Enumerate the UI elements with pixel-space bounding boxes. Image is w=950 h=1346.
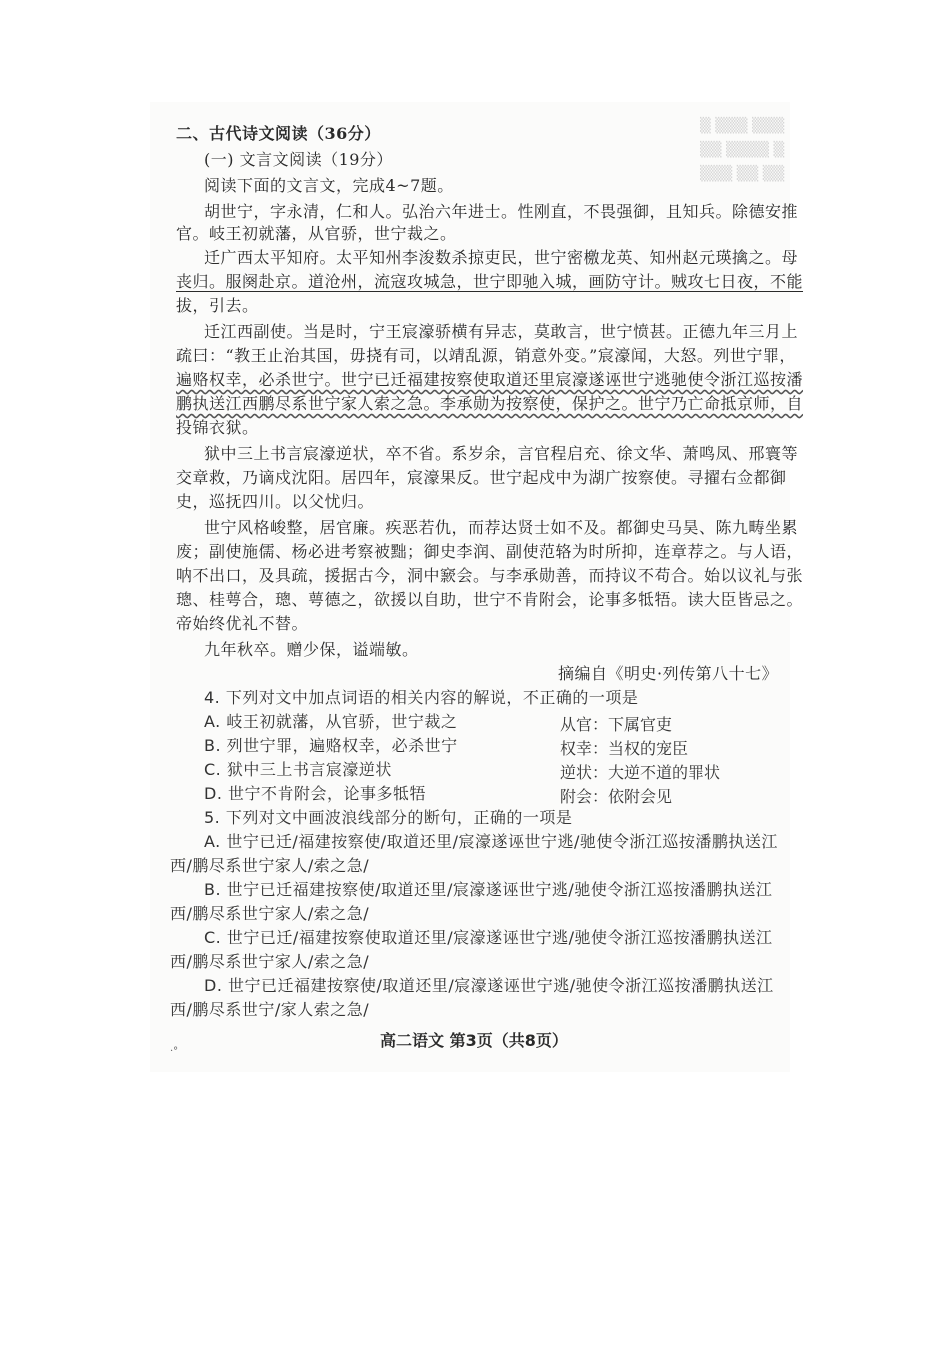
- question-4-gloss-d: 附会：依附会见: [560, 787, 673, 806]
- passage-line: 官。岐王初就藩，从官骄，世宁裁之。: [176, 224, 457, 243]
- passage-line: 史，巡抚四川。以父忧归。: [176, 492, 375, 511]
- section-title: 二、古代诗文阅读（36分）: [176, 124, 381, 143]
- passage-line: 投锦衣狱。: [176, 418, 259, 437]
- question-4-option-a: A. 岐王初就藩，从官骄，世宁裁之: [204, 712, 458, 731]
- question-4-option-b: B. 列世宁罪，遍赂权幸，必杀世宁: [204, 736, 458, 755]
- question-5-option-a: A. 世宁已迁/福建按察使/取道还里/宸濠遂诬世宁逃/驰使令浙江巡按潘鹏执送江: [204, 832, 778, 851]
- question-5-stem: 5. 下列对文中画波浪线部分的断句，正确的一项是: [204, 808, 573, 827]
- passage-line-wavy: 鹏执送江西鹏尽系世宁家人索之急。李承勋为按察使，保护之。世宁乃亡命抵京师，自: [176, 394, 804, 413]
- scan-speck: ·°: [170, 1046, 179, 1057]
- question-4-option-c: C. 狱中三上书言宸濠逆状: [204, 760, 392, 779]
- question-4-stem: 4. 下列对文中加点词语的相关内容的解说，不正确的一项是: [204, 688, 639, 707]
- passage-line: 迁广西太平知府。太平知州李浚数杀掠吏民，世宁密檄龙英、知州赵元瑛擒之。母: [204, 248, 799, 267]
- instruction: 阅读下面的文言文，完成4~7题。: [204, 176, 454, 195]
- passage-line: 废；副使施儒、杨必进考察被黜；御史李润、副使范辂为时所抑，连章荐之。与人语，: [176, 542, 804, 561]
- bleed-through-text: ▒▒ ▒▒▒▒ ▒: [700, 142, 785, 158]
- passage-line: 胡世宁，字永清，仁和人。弘治六年进士。性刚直，不畏强御，且知兵。除德安推: [204, 202, 799, 221]
- passage-line: 拔，引去。: [176, 296, 259, 315]
- question-5-option-b: B. 世宁已迁福建按察使/取道还里/宸濠遂诬世宁逃/驰使令浙江巡按潘鹏执送江: [204, 880, 773, 899]
- bleed-through-text: ▒ ▒▒▒ ▒▒▒: [700, 118, 785, 134]
- question-4-option-d: D. 世宁不肯附会，论事多牴牾: [204, 784, 426, 803]
- passage-line: 九年秋卒。赠少保，谥端敏。: [204, 640, 419, 659]
- passage-line-wavy: 遍赂权幸，必杀世宁。世宁已迁福建按察使取道还里宸濠遂诬世宁逃驰使令浙江巡按潘: [176, 370, 804, 389]
- passage-line: 狱中三上书言宸濠逆状，卒不省。系岁余，言官程启充、徐文华、萧鸣凤、邢寰等: [204, 444, 799, 463]
- page-footer: 高二语文 第3页（共8页）: [380, 1031, 568, 1050]
- passage-line-underlined: 丧归。服阕赴京。道沧州，流寇攻城急，世宁即驰入城，画防守计。贼攻七日夜，不能: [176, 272, 804, 291]
- subsection-title: (一) 文言文阅读（19分）: [204, 150, 393, 169]
- question-5-option-a-cont: 西/鹏尽系世宁家人/索之急/: [170, 856, 370, 875]
- passage-line: 帝始终优礼不替。: [176, 614, 309, 633]
- question-4-gloss-a: 从官：下属官吏: [560, 715, 673, 734]
- source-citation: 摘编自《明史·列传第八十七》: [558, 664, 779, 683]
- question-4-gloss-c: 逆状：大逆不道的罪状: [560, 763, 721, 782]
- question-4-gloss-b: 权幸：当权的宠臣: [560, 739, 689, 758]
- passage-line: 呐不出口，及具疏，援据古今，洞中窾会。与李承勋善，而持议不苟合。始以议礼与张: [176, 566, 804, 585]
- passage-line: 璁、桂萼合，璁、萼德之，欲援以自助，世宁不肯附会，论事多牴牾。读大臣皆忌之。: [176, 590, 804, 609]
- question-5-option-b-cont: 西/鹏尽系世宁家人/索之急/: [170, 904, 370, 923]
- question-5-option-d-cont: 西/鹏尽系世宁/家人索之急/: [170, 1000, 370, 1019]
- question-5-option-d: D. 世宁已迁福建按察使/取道还里/宸濠遂诬世宁逃/驰使令浙江巡按潘鹏执送江: [204, 976, 774, 995]
- question-5-option-c: C. 世宁已迁/福建按察使取道还里/宸濠遂诬世宁逃/驰使令浙江巡按潘鹏执送江: [204, 928, 773, 947]
- bleed-through-text: ▒▒▒ ▒▒ ▒▒: [700, 166, 785, 182]
- question-5-option-c-cont: 西/鹏尽系世宁家人/索之急/: [170, 952, 370, 971]
- passage-line: 疏曰：“教王止治其国，毋挠有司，以靖乱源，销意外变。”宸濠闻，大怒。列世宁罪，: [176, 346, 796, 365]
- passage-line: 交章救，乃谪戍沈阳。居四年，宸濠果反。世宁起戍中为湖广按察使。寻擢右佥都御: [176, 468, 787, 487]
- passage-line: 世宁风格峻整，居官廉。疾恶若仇，而荐达贤士如不及。都御史马昊、陈九畴坐累: [204, 518, 799, 537]
- passage-line: 迁江西副使。当是时，宁王宸濠骄横有异志，莫敢言，世宁愤甚。正德九年三月上: [204, 322, 799, 341]
